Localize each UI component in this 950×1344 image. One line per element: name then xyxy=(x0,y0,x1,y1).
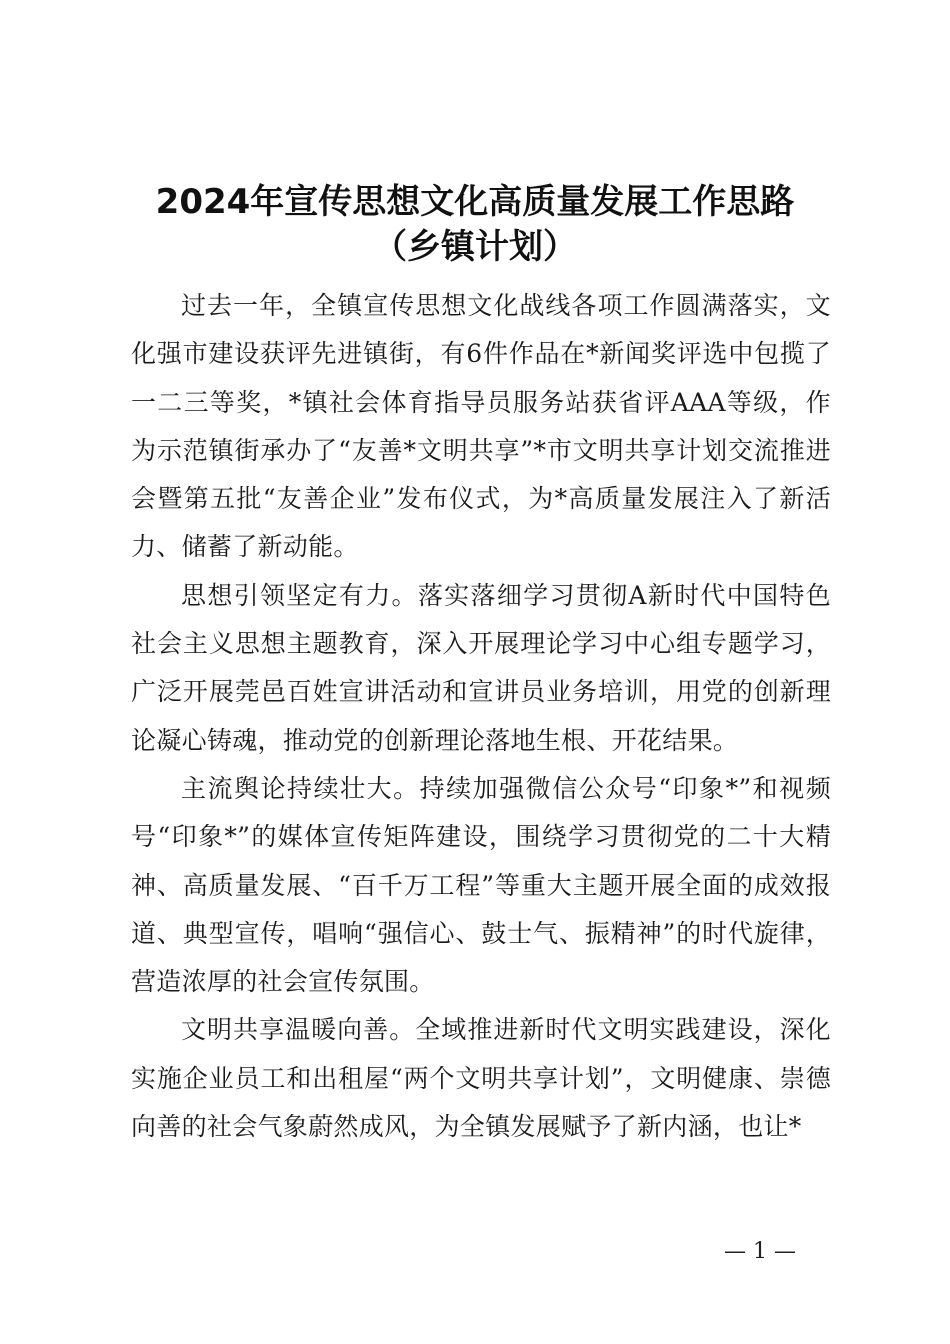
paragraph-summary: 过去一年，全镇宣传思想文化战线各项工作圆满落实，文化强市建设获评先进镇街，有6件作品在*新闻奖评选中包揽了一二三等奖，*镇社会体育指导员服务站获省评AAA等级，作为示范镇街承办了“友善*文明共享”*市文明共享计划交流推进会暨第五批“友善企业”发布仪式，为*高质量发展注入了新活力、储蓄了新动能。 xyxy=(131,291,831,562)
document-body xyxy=(131,282,831,1151)
page-number: — 1 — xyxy=(724,1239,796,1264)
title-line-1: 2024年宣传思想文化高质量发展工作思路 xyxy=(155,182,795,222)
paragraph-civilization: 文明共享温暖向善。全域推进新时代文明实践建设，深化实施企业员工和出租屋“两个文明共享计划”，文明健康、崇德向善的社会气象蔚然成风，为全镇发展赋予了新内涵，也让* xyxy=(131,1015,831,1142)
document-title xyxy=(100,180,850,270)
paragraph-public-opinion: 主流舆论持续壮大。持续加强微信公众号“印象*”和视频号“印象*”的媒体宣传矩阵建设，围绕学习贯彻党的二十大精神、高质量发展、“百千万工程”等重大主题开展全面的成效报道、典型宣传，唱响“强信心、鼓士气、振精神”的时代旋律，营造浓厚的社会宣传氛围。 xyxy=(131,773,831,997)
paragraph-ideology: 思想引领坚定有力。落实落细学习贯彻A新时代中国特色社会主义思想主题教育，深入开展理论学习中心组专题学习，广泛开展莞邑百姓宣讲活动和宣讲员业务培训，用党的创新理论凝心铸魂，推动党的创新理论落地生根、开花结果。 xyxy=(131,580,831,755)
title-line-2: （乡镇计划） xyxy=(373,227,577,267)
